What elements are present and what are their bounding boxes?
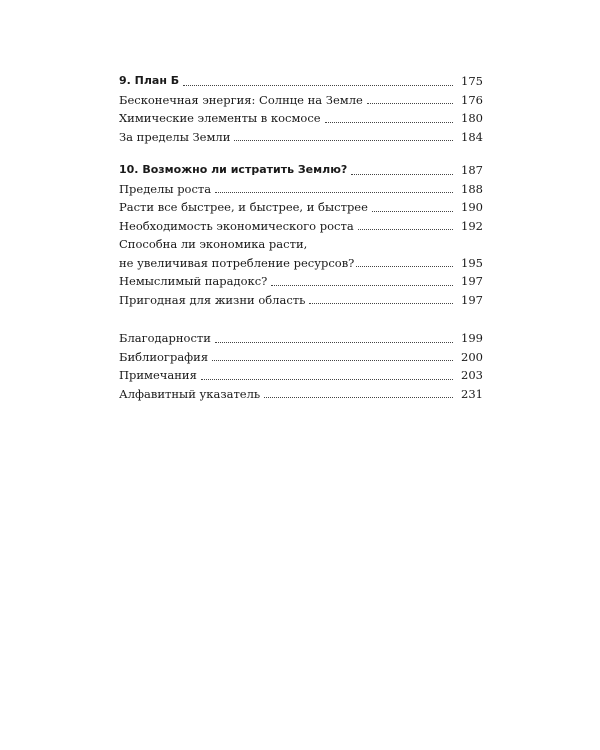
toc-entry-page: 195	[461, 255, 483, 270]
toc-backmatter-notes[interactable]	[119, 366, 483, 385]
toc-entry-page: 176	[461, 92, 483, 107]
toc-backmatter-index[interactable]	[119, 385, 483, 404]
toc-entry-title: Химические элементы в космосе	[119, 111, 321, 125]
toc-entry-title: 10. Возможно ли истратить Землю?	[119, 163, 348, 176]
toc-entry-title: Необходимость экономического роста	[119, 218, 354, 233]
toc-entry-page: 188	[461, 181, 483, 196]
toc-entry[interactable]	[119, 180, 483, 199]
dot-leader	[356, 266, 453, 267]
toc-entry-page: 192	[461, 218, 483, 233]
toc-entry-multiline[interactable]	[119, 235, 483, 272]
toc-entry-page: 197	[461, 274, 483, 288]
toc-backmatter-acknowledgements[interactable]	[119, 329, 483, 348]
toc-entry-page: 190	[461, 200, 483, 214]
toc-entry-page: 184	[461, 129, 483, 144]
toc-entry-title: 9. План Б	[119, 74, 180, 87]
toc-backmatter-bibliography[interactable]	[119, 348, 483, 367]
toc-entry-title: Немыслимый парадокс?	[119, 274, 268, 288]
dot-leader	[372, 211, 453, 212]
dot-leader	[358, 229, 453, 230]
toc-entry-title: Расти все быстрее, и быстрее, и быстрее	[119, 200, 368, 214]
dot-leader	[183, 85, 453, 86]
toc-entry-page: 187	[461, 163, 483, 177]
dot-leader	[351, 174, 453, 175]
toc-entry-page: 175	[461, 74, 483, 88]
dot-leader	[309, 303, 453, 304]
toc-entry[interactable]	[119, 291, 483, 310]
dot-leader	[264, 397, 453, 398]
toc-entry-title: Алфавитный указатель	[119, 386, 261, 401]
toc-chapter-10[interactable]	[119, 161, 483, 180]
toc-entry-title: Бесконечная энергия: Солнце на Земле	[119, 92, 363, 107]
dot-leader	[367, 103, 453, 104]
toc-entry-page: 199	[461, 331, 483, 345]
table-of-contents	[119, 72, 483, 403]
toc-entry-page: 200	[461, 349, 483, 364]
toc-entry[interactable]	[119, 128, 483, 147]
toc-entry-page: 180	[461, 111, 483, 125]
dot-leader	[212, 360, 453, 361]
toc-entry-title-line1: Способна ли экономика расти,	[119, 237, 308, 251]
toc-entry-title	[119, 235, 354, 272]
toc-entry-title: Библиография	[119, 349, 209, 364]
dot-leader	[201, 379, 453, 380]
dot-leader	[215, 342, 453, 343]
dot-leader	[215, 192, 453, 193]
toc-chapter-9[interactable]	[119, 72, 483, 91]
dot-leader	[271, 285, 453, 286]
toc-entry-page: 197	[461, 292, 483, 307]
toc-entry-title: Пределы роста	[119, 181, 212, 196]
toc-entry[interactable]	[119, 272, 483, 291]
toc-entry-title: Благодарности	[119, 331, 211, 345]
toc-entry-title: Пригодная для жизни область	[119, 292, 306, 307]
toc-entry-page: 203	[461, 368, 483, 382]
toc-entry-title: Примечания	[119, 368, 197, 382]
toc-entry[interactable]	[119, 198, 483, 217]
toc-entry-page: 231	[461, 386, 483, 401]
dot-leader	[234, 140, 453, 141]
toc-entry[interactable]	[119, 217, 483, 236]
section-spacer	[119, 146, 483, 161]
toc-entry[interactable]	[119, 109, 483, 128]
toc-entry-title: За пределы Земли	[119, 129, 231, 144]
section-spacer	[119, 309, 483, 329]
toc-entry[interactable]	[119, 91, 483, 110]
dot-leader	[325, 122, 453, 123]
toc-entry-title-line2: не увеличивая потребление ресурсов?	[119, 255, 355, 270]
